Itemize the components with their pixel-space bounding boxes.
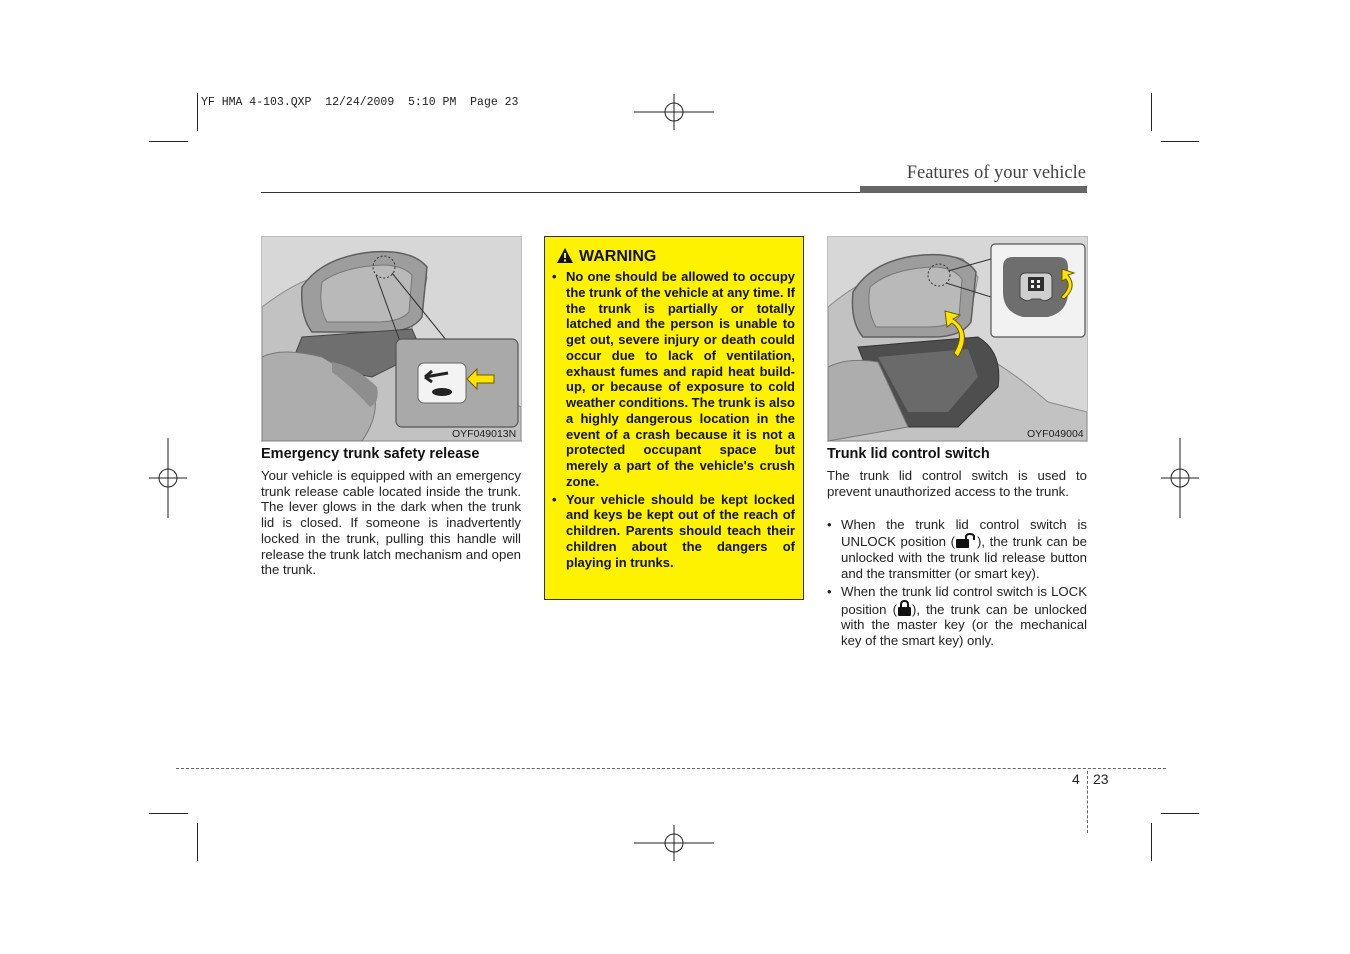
bullet-lock-position <box>827 584 1087 650</box>
header-rule-accent <box>860 186 1087 193</box>
crop-mark <box>149 813 188 814</box>
trunk-switch-illustration-icon <box>828 237 1087 441</box>
bullet-unlock-text-end: ), the trunk can be unlocked with the trunk lid release button and the transmitter (or smart key). <box>841 533 1088 581</box>
lock-icon <box>897 600 912 616</box>
unlock-icon <box>955 533 977 548</box>
warning-title: WARNING <box>579 248 657 265</box>
print-slug: YF HMA 4-103.QXP 12/24/2009 5:10 PM Page 23 <box>201 96 519 109</box>
warning-triangle-icon <box>556 247 574 264</box>
trunk-switch-bullet-list <box>827 517 1087 651</box>
trunk-illustration-icon <box>262 237 521 441</box>
paragraph-emergency-trunk-release: Your vehicle is equipped with an emergency trunk release cable located inside the trunk. The lever glows in the dark when the trunk lid is closed. If someone is inadvertently locked in the trunk, pulling this handle will release the trunk latch mechanism and open the trunk. <box>261 468 521 578</box>
crop-mark <box>197 823 198 861</box>
heading-trunk-lid-control-switch: Trunk lid control switch <box>827 446 990 462</box>
chapter-number: 4 <box>1072 771 1080 787</box>
warning-item: • Your vehicle should be kept locked and keys be kept out of the reach of children. Parents should teach their children about the dangers of playing in trunks. <box>552 492 795 571</box>
heading-emergency-trunk-release: Emergency trunk safety release <box>261 446 480 462</box>
crop-mark <box>1151 823 1152 861</box>
warning-item: • No one should be allowed to occupy the trunk of the vehicle at any time. If the trunk is partially or totally latched and the person is unable to get out, severe injury or death could occur due to lack of ventilation, exhaust fumes and rapid heat build-up, or because of exposure to cold weather conditions. The trunk is also a highly dangerous location in the event of a crash because it is not a protected occupant space but merely a part of the vehicle's crush zone. <box>552 269 795 490</box>
section-header-title: Features of your vehicle <box>906 163 1086 183</box>
figure-trunk-lid-control-switch <box>827 236 1088 442</box>
bullet-lock-text-start: When the trunk lid control switch is LOCK position ( <box>841 583 1087 617</box>
footer-divider <box>1087 771 1088 833</box>
footer-rule <box>176 768 1166 769</box>
crop-mark <box>149 141 188 142</box>
figure-emergency-trunk-release <box>261 236 522 442</box>
warning-list <box>552 269 795 572</box>
registration-mark-icon <box>634 94 714 130</box>
registration-mark-icon <box>634 825 714 861</box>
registration-mark-icon <box>149 438 187 518</box>
crop-mark <box>197 93 198 131</box>
figure-code: OYF049004 <box>1027 428 1084 440</box>
registration-mark-icon <box>1161 438 1199 518</box>
figure-code: OYF049013N <box>452 428 517 440</box>
paragraph-trunk-lid-control-switch: The trunk lid control switch is used to prevent unauthorized access to the trunk. <box>827 468 1087 499</box>
bullet-unlock-position <box>827 517 1087 582</box>
crop-mark <box>1151 93 1152 131</box>
bullet-lock-text-end: ), the trunk can be unlocked with the master key (or the mechanical key of the smart key) only. <box>841 601 1087 649</box>
bullet-unlock-text-start: When the trunk lid control switch is UNLOCK position ( <box>841 517 1087 549</box>
page-number: 23 <box>1093 771 1109 787</box>
crop-mark <box>1161 141 1199 142</box>
crop-mark <box>1161 813 1199 814</box>
